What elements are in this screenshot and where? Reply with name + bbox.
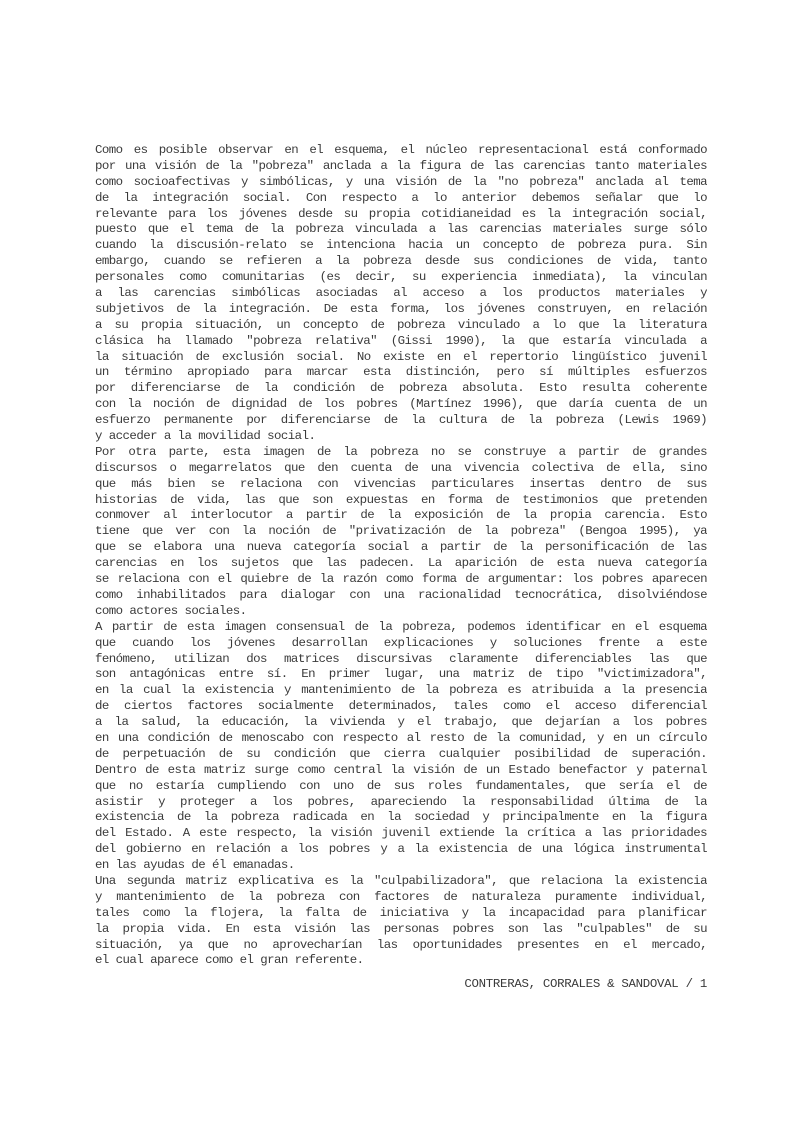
text-line: como socioafectivas y simbólicas, y una visión de la "no pobreza" anclada al tema <box>95 174 707 189</box>
text-line: conmover al interlocutor a partir de la exposición de la propia carencia. Esto <box>95 508 707 523</box>
text-line: de la integración social. Con respecto a lo anterior debemos señalar que lo <box>95 190 707 205</box>
text-line: del Estado. A este respecto, la visión juvenil extiende la crítica a las prioridades <box>95 826 707 841</box>
text-line: Dentro de esta matriz surge como central la visión de un Estado benefactor y paternal <box>95 762 707 777</box>
text-line: un término apropiado para marcar esta distinción, pero sí múltiples esfuerzos <box>95 365 707 380</box>
text-line: personales como comunitarias (es decir, su experiencia inmediata), la vinculan <box>95 270 707 285</box>
running-footer: CONTRERAS, CORRALES & SANDOVAL / 1 <box>464 977 707 991</box>
text-line: de perpetuación de su condición que cierra cualquier posibilidad de superación. <box>95 746 707 761</box>
text-line: que más bien se relaciona con vivencias particulares insertas dentro de sus <box>95 476 707 491</box>
text-line: tales como la flojera, la falta de iniciativa y la incapacidad para planificar <box>95 905 707 920</box>
text-line: Por otra parte, esta imagen de la pobreza no se construye a partir de grandes <box>95 444 707 459</box>
body-text <box>95 143 707 969</box>
text-line: en las ayudas de él emanadas. <box>95 858 295 873</box>
text-line: como actores sociales. <box>95 603 247 618</box>
text-line: y mantenimiento de la pobreza con factores de naturaleza puramente individual, <box>95 889 707 904</box>
text-line: situación, ya que no aprovecharían las oportunidades presentes en el mercado, <box>95 937 707 952</box>
text-line: historias de vida, las que son expuestas en forma de testimonios que pretenden <box>95 492 707 507</box>
text-line: subjetivos de la integración. De esta forma, los jóvenes construyen, en relación <box>95 301 707 316</box>
text-line: la propia vida. En esta visión las personas pobres son las "culpables" de su <box>95 921 707 936</box>
text-line: discursos o megarrelatos que den cuenta de una vivencia colectiva de ella, sino <box>95 460 707 475</box>
text-line: que no estaría cumpliendo con uno de sus roles fundamentales, que sería el de <box>95 778 707 793</box>
text-line: asistir y proteger a los pobres, apareciendo la responsabilidad última de la <box>95 794 707 809</box>
text-line: en una condición de menoscabo con respecto al resto de la comunidad, y en un círculo <box>95 730 707 745</box>
text-line: embargo, cuando se refieren a la pobreza desde sus condiciones de vida, tanto <box>95 254 707 269</box>
text-line: el cual aparece como el gran referente. <box>95 953 364 968</box>
text-line: existencia de la pobreza radicada en la sociedad y principalmente en la figura <box>95 810 707 825</box>
text-line: por una visión de la "pobreza" anclada a la figura de las carencias tanto materiales <box>95 158 707 173</box>
text-line: a las carencias simbólicas asociadas al acceso a los productos materiales y <box>95 286 707 301</box>
text-line: A partir de esta imagen consensual de la pobreza, podemos identificar en el esquema <box>95 619 707 634</box>
text-line: que se elabora una nueva categoría social a partir de la personificación de las <box>95 540 707 555</box>
text-line: la situación de exclusión social. No existe en el repertorio lingüístico juvenil <box>95 349 707 364</box>
text-line: de ciertos factores socialmente determinados, tales como el acceso diferencial <box>95 699 707 714</box>
text-line: a la salud, la educación, la vivienda y el trabajo, que dejarían a los pobres <box>95 715 707 730</box>
text-line: a su propia situación, un concepto de pobreza vinculado a lo que la literatura <box>95 317 707 332</box>
text-line: del gobierno en relación a los pobres y a la existencia de una lógica instrumental <box>95 842 707 857</box>
text-line: son antagónicas entre sí. En primer lugar, una matriz de tipo "victimizadora", <box>95 667 707 682</box>
text-line: Una segunda matriz explicativa es la "culpabilizadora", que relaciona la existencia <box>95 873 707 888</box>
text-line: que cuando los jóvenes desarrollan explicaciones y soluciones frente a este <box>95 635 707 650</box>
text-line: por diferenciarse de la condición de pobreza absoluta. Esto resulta coherente <box>95 381 707 396</box>
text-line: tiene que ver con la noción de "privatización de la pobreza" (Bengoa 1995), ya <box>95 524 707 539</box>
text-line: cuando la discusión-relato se intenciona hacia un concepto de pobreza pura. Sin <box>95 238 707 253</box>
text-line: puesto que el tema de la pobreza vinculada a las carencias materiales surge sólo <box>95 222 707 237</box>
text-line: Como es posible observar en el esquema, el núcleo representacional está conformado <box>95 143 707 157</box>
text-line: esfuerzo permanente por diferenciarse de la cultura de la pobreza (Lewis 1969) <box>95 413 707 428</box>
text-line: relevante para los jóvenes desde su propia cotidianeidad es la integración social, <box>95 206 707 221</box>
text-line: con la noción de dignidad de los pobres (Martínez 1996), que daría cuenta de un <box>95 397 707 412</box>
text-line: como inhabilitados para dialogar con una racionalidad tecnocrática, disolviéndose <box>95 587 707 602</box>
text-line: clásica ha llamado "pobreza relativa" (Gissi 1990), la que estaría vinculada a <box>95 333 707 348</box>
text-line: carencias en los sujetos que las padecen. La aparición de esta nueva categoría <box>95 556 707 571</box>
text-line: y acceder a la movilidad social. <box>95 429 316 444</box>
text-line: en la cual la existencia y mantenimiento de la pobreza es atribuida a la presencia <box>95 683 707 698</box>
text-line: se relaciona con el quiebre de la razón como forma de argumentar: los pobres aparecen <box>95 572 707 587</box>
text-line: fenómeno, utilizan dos matrices discursivas claramente diferenciables las que <box>95 651 707 666</box>
